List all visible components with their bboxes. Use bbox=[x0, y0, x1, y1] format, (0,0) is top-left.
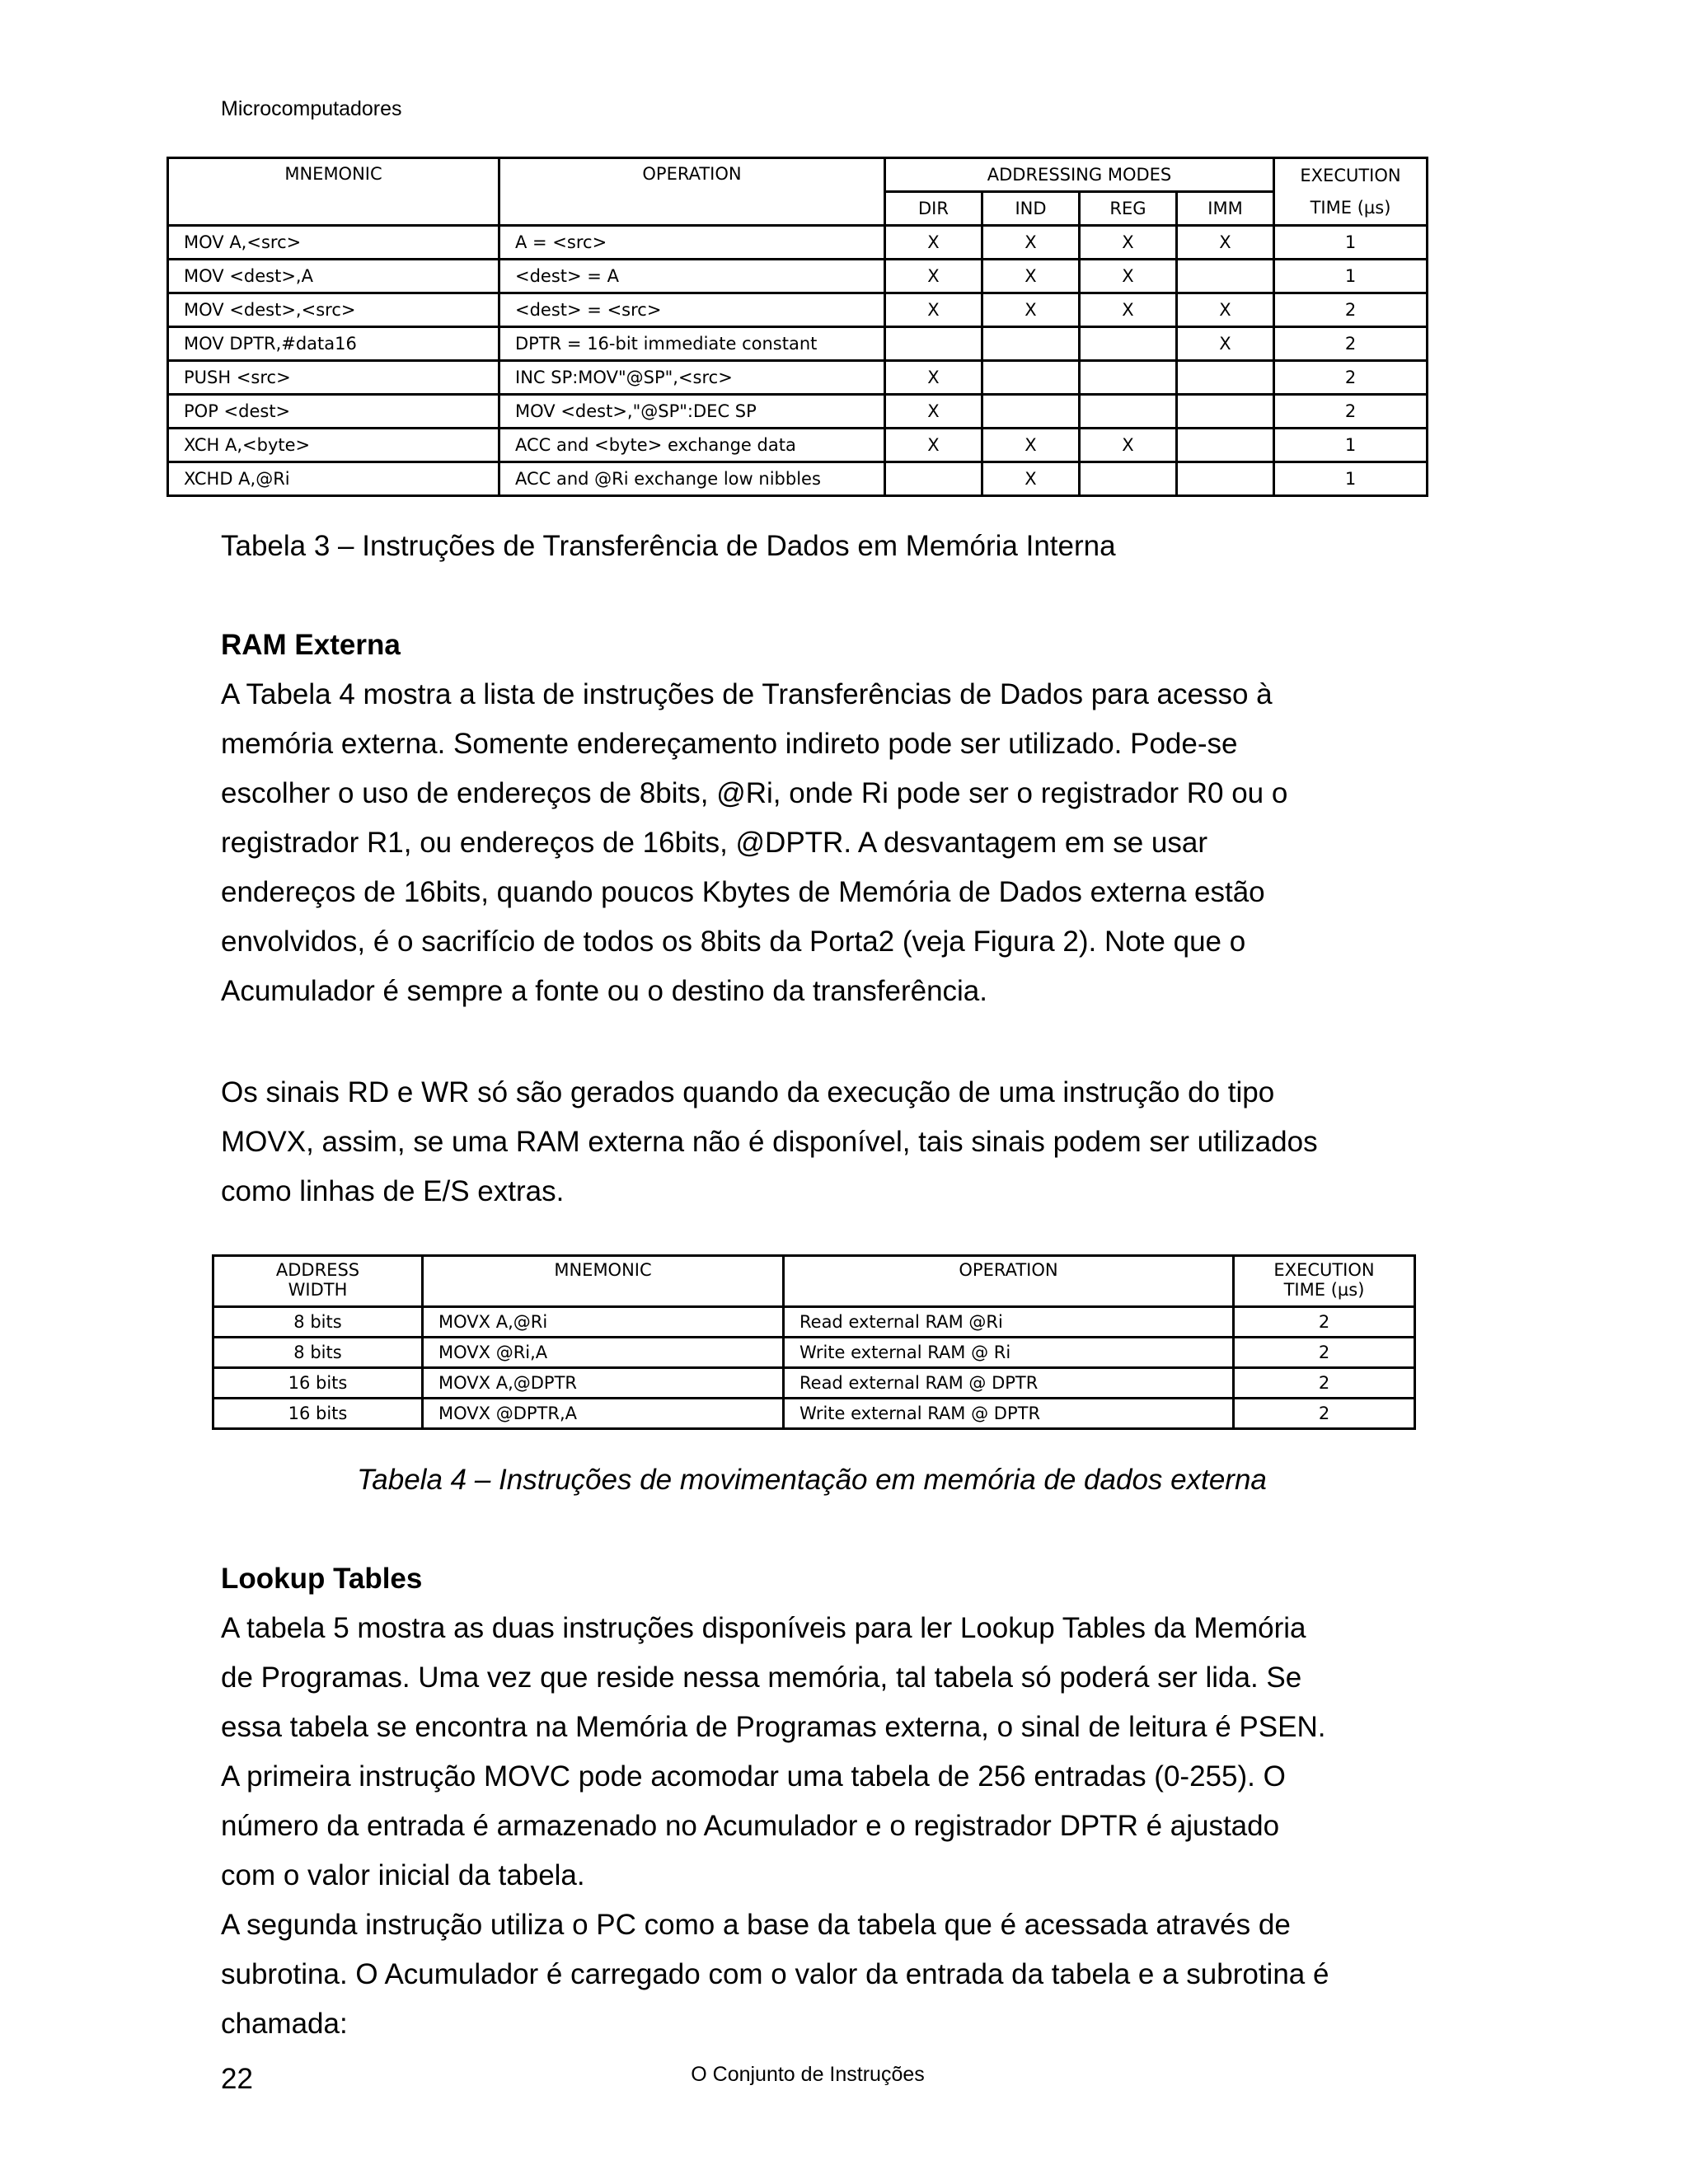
table-header-row bbox=[213, 1256, 1415, 1307]
cell-operation: A = <src> bbox=[499, 226, 885, 260]
cell-ind: X bbox=[982, 293, 1080, 327]
col-header-mnemonic: MNEMONIC bbox=[423, 1256, 784, 1307]
cell-mnemonic: MOV <dest>,<src> bbox=[168, 293, 499, 327]
cell-reg: X bbox=[1080, 226, 1177, 260]
cell-operation: INC SP:MOV"@SP",<src> bbox=[499, 361, 885, 395]
cell-operation: ACC and @Ri exchange low nibbles bbox=[499, 462, 885, 496]
running-header: Microcomputadores bbox=[221, 97, 402, 120]
col-header-execution-time bbox=[1234, 1256, 1415, 1307]
col-header-address-width bbox=[213, 1256, 423, 1307]
cell-imm: X bbox=[1177, 327, 1274, 361]
text-line: A Tabela 4 mostra a lista de instruções de Transferências de Dados para acesso à bbox=[221, 678, 1273, 710]
cell-ind bbox=[982, 395, 1080, 429]
cell-time: 2 bbox=[1274, 293, 1428, 327]
cell-reg: X bbox=[1080, 260, 1177, 293]
cell-dir: X bbox=[885, 395, 982, 429]
cell-time: 1 bbox=[1274, 429, 1428, 462]
cell-time: 1 bbox=[1274, 226, 1428, 260]
cell-time: 2 bbox=[1234, 1338, 1415, 1368]
text-line: envolvidos, é o sacrifício de todos os 8bits da Porta2 (veja Figura 2). Note que o bbox=[221, 926, 1246, 958]
text-line: com o valor inicial da tabela. bbox=[221, 1859, 585, 1891]
cell-time: 1 bbox=[1274, 462, 1428, 496]
cell-dir: X bbox=[885, 226, 982, 260]
table-row bbox=[213, 1399, 1415, 1429]
cell-imm bbox=[1177, 429, 1274, 462]
cell-imm bbox=[1177, 395, 1274, 429]
cell-reg bbox=[1080, 361, 1177, 395]
col-header-operation: OPERATION bbox=[784, 1256, 1234, 1307]
text-line: chamada: bbox=[221, 2008, 348, 2040]
table4-caption: Tabela 4 – Instruções de movimentação em memória de dados externa bbox=[357, 1464, 1267, 1496]
cell-ind: X bbox=[982, 429, 1080, 462]
cell-imm: X bbox=[1177, 226, 1274, 260]
cell-mnemonic: MOVX @DPTR,A bbox=[423, 1399, 784, 1429]
cell-address-width: 16 bits bbox=[213, 1368, 423, 1399]
table-external-memory-transfer bbox=[212, 1254, 1416, 1430]
table-row bbox=[168, 293, 1428, 327]
cell-imm bbox=[1177, 361, 1274, 395]
text-line: A segunda instrução utiliza o PC como a base da tabela que é acessada através de bbox=[221, 1909, 1291, 1941]
cell-reg bbox=[1080, 327, 1177, 361]
table-header-row bbox=[168, 158, 1428, 192]
table-row bbox=[213, 1368, 1415, 1399]
cell-ind: X bbox=[982, 226, 1080, 260]
cell-mnemonic: POP <dest> bbox=[168, 395, 499, 429]
cell-operation: MOV <dest>,"@SP":DEC SP bbox=[499, 395, 885, 429]
section-heading-lookup-tables: Lookup Tables bbox=[221, 1563, 423, 1595]
text-line: de Programas. Uma vez que reside nessa memória, tal tabela só poderá ser lida. Se bbox=[221, 1661, 1302, 1694]
cell-operation: Read external RAM @ DPTR bbox=[784, 1368, 1234, 1399]
table-internal-memory-transfer bbox=[166, 157, 1428, 497]
cell-ind bbox=[982, 361, 1080, 395]
header-line: ADDRESS bbox=[275, 1260, 360, 1280]
text-line: A primeira instrução MOVC pode acomodar uma tabela de 256 entradas (0-255). O bbox=[221, 1760, 1286, 1793]
paragraph-ram-externa-1 bbox=[221, 670, 1457, 1016]
text-line: como linhas de E/S extras. bbox=[221, 1175, 565, 1207]
cell-imm bbox=[1177, 260, 1274, 293]
cell-mnemonic: XCH A,<byte> bbox=[168, 429, 499, 462]
cell-reg bbox=[1080, 462, 1177, 496]
header-line: WIDTH bbox=[288, 1280, 348, 1300]
cell-operation: <dest> = <src> bbox=[499, 293, 885, 327]
cell-mnemonic: MOV A,<src> bbox=[168, 226, 499, 260]
cell-dir bbox=[885, 327, 982, 361]
table-row bbox=[168, 260, 1428, 293]
text-line: endereços de 16bits, quando poucos Kbytes de Memória de Dados externa estão bbox=[221, 876, 1265, 908]
cell-mnemonic: MOV <dest>,A bbox=[168, 260, 499, 293]
text-line: memória externa. Somente endereçamento indireto pode ser utilizado. Pode-se bbox=[221, 728, 1238, 760]
col-header-imm: IMM bbox=[1177, 192, 1274, 226]
cell-mnemonic: MOVX A,@Ri bbox=[423, 1307, 784, 1338]
paragraph-ram-externa-2 bbox=[221, 1068, 1457, 1216]
table-row bbox=[168, 327, 1428, 361]
page-number: 22 bbox=[221, 2063, 253, 2095]
cell-operation: DPTR = 16-bit immediate constant bbox=[499, 327, 885, 361]
text-line: registrador R1, ou endereços de 16bits, @DPTR. A desvantagem em se usar bbox=[221, 827, 1207, 859]
cell-mnemonic: MOV DPTR,#data16 bbox=[168, 327, 499, 361]
cell-address-width: 8 bits bbox=[213, 1307, 423, 1338]
table-row bbox=[168, 395, 1428, 429]
table-row bbox=[213, 1307, 1415, 1338]
cell-time: 2 bbox=[1234, 1399, 1415, 1429]
cell-time: 2 bbox=[1274, 361, 1428, 395]
table-row bbox=[168, 226, 1428, 260]
paragraph-lookup-tables bbox=[221, 1604, 1457, 2049]
cell-mnemonic: MOVX @Ri,A bbox=[423, 1338, 784, 1368]
cell-imm: X bbox=[1177, 293, 1274, 327]
cell-operation: <dest> = A bbox=[499, 260, 885, 293]
cell-ind: X bbox=[982, 462, 1080, 496]
table-row bbox=[168, 429, 1428, 462]
cell-time: 2 bbox=[1274, 395, 1428, 429]
cell-operation: Read external RAM @Ri bbox=[784, 1307, 1234, 1338]
col-header-reg: REG bbox=[1080, 192, 1177, 226]
text-line: Acumulador é sempre a fonte ou o destino da transferência. bbox=[221, 975, 987, 1007]
col-header-mnemonic: MNEMONIC bbox=[168, 158, 499, 226]
col-header-time: TIME (µs) bbox=[1274, 192, 1428, 226]
table-row bbox=[168, 361, 1428, 395]
table3-caption: Tabela 3 – Instruções de Transferência de Dados em Memória Interna bbox=[221, 530, 1116, 562]
text-line: escolher o uso de endereços de 8bits, @Ri, onde Ri pode ser o registrador R0 ou o bbox=[221, 777, 1288, 809]
cell-ind: X bbox=[982, 260, 1080, 293]
cell-dir: X bbox=[885, 260, 982, 293]
cell-address-width: 8 bits bbox=[213, 1338, 423, 1368]
table-row bbox=[213, 1338, 1415, 1368]
header-line: TIME (µs) bbox=[1283, 1280, 1365, 1300]
cell-time: 2 bbox=[1274, 327, 1428, 361]
col-header-operation: OPERATION bbox=[499, 158, 885, 226]
cell-time: 2 bbox=[1234, 1368, 1415, 1399]
footer-title: O Conjunto de Instruções bbox=[691, 2063, 925, 2086]
text-line: número da entrada é armazenado no Acumulador e o registrador DPTR é ajustado bbox=[221, 1810, 1280, 1842]
text-line: essa tabela se encontra na Memória de Programas externa, o sinal de leitura é PSEN. bbox=[221, 1711, 1326, 1743]
text-line: subrotina. O Acumulador é carregado com o valor da entrada da tabela e a subrotina é bbox=[221, 1958, 1329, 1990]
cell-reg: X bbox=[1080, 293, 1177, 327]
cell-mnemonic: MOVX A,@DPTR bbox=[423, 1368, 784, 1399]
cell-reg bbox=[1080, 395, 1177, 429]
cell-dir: X bbox=[885, 293, 982, 327]
col-header-addressing-modes: ADDRESSING MODES bbox=[885, 158, 1274, 192]
section-heading-ram-externa: RAM Externa bbox=[221, 629, 401, 661]
col-header-dir: DIR bbox=[885, 192, 982, 226]
cell-operation: Write external RAM @ DPTR bbox=[784, 1399, 1234, 1429]
text-line: Os sinais RD e WR só são gerados quando da execução de uma instrução do tipo bbox=[221, 1076, 1275, 1108]
cell-dir: X bbox=[885, 361, 982, 395]
cell-ind bbox=[982, 327, 1080, 361]
header-line: EXECUTION bbox=[1273, 1260, 1375, 1280]
cell-time: 1 bbox=[1274, 260, 1428, 293]
text-line: A tabela 5 mostra as duas instruções disponíveis para ler Lookup Tables da Memória bbox=[221, 1612, 1306, 1644]
cell-time: 2 bbox=[1234, 1307, 1415, 1338]
cell-imm bbox=[1177, 462, 1274, 496]
cell-mnemonic: PUSH <src> bbox=[168, 361, 499, 395]
cell-mnemonic: XCHD A,@Ri bbox=[168, 462, 499, 496]
cell-dir: X bbox=[885, 429, 982, 462]
col-header-execution: EXECUTION bbox=[1274, 158, 1428, 192]
col-header-ind: IND bbox=[982, 192, 1080, 226]
table-row bbox=[168, 462, 1428, 496]
cell-operation: Write external RAM @ Ri bbox=[784, 1338, 1234, 1368]
cell-operation: ACC and <byte> exchange data bbox=[499, 429, 885, 462]
text-line: MOVX, assim, se uma RAM externa não é disponível, tais sinais podem ser utilizados bbox=[221, 1126, 1318, 1158]
cell-dir bbox=[885, 462, 982, 496]
cell-reg: X bbox=[1080, 429, 1177, 462]
cell-address-width: 16 bits bbox=[213, 1399, 423, 1429]
